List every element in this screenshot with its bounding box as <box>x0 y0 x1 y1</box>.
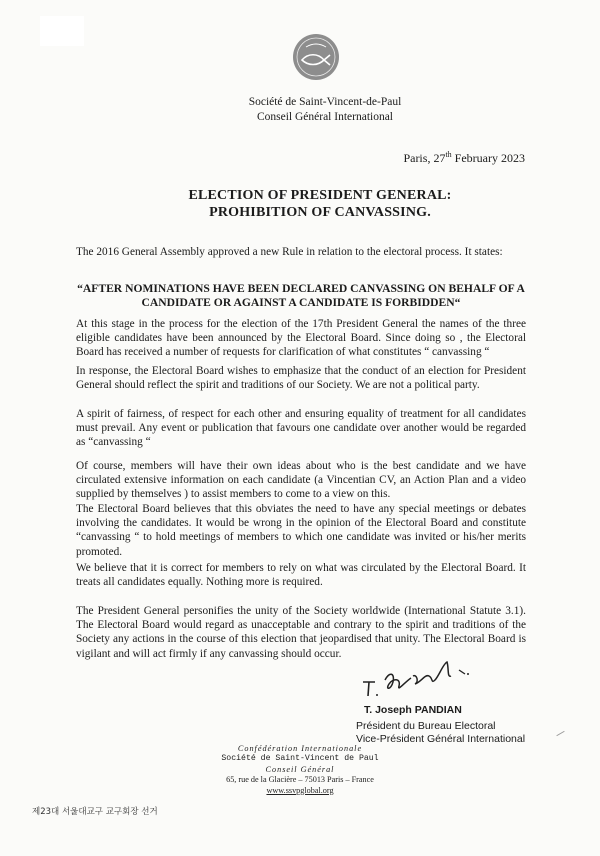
paragraph-2: At this stage in the process for the election of the 17th President General the names of the three eligible candidates have been announced by the Electoral Board. Since doing so , the Electoral Board has received a number of requests for clarification of what constitutes “ canvassing “ <box>76 318 526 359</box>
org-name: Société de Saint-Vincent-de-Paul <box>248 96 402 108</box>
council-name: Conseil Général International <box>256 111 394 123</box>
paragraph-4: A spirit of fairness, of respect for each other and ensuring equality of treatment for all candidates must prevail. Any event or publication that favours one candidate over another would be regarded as “canvassing “ <box>76 408 526 449</box>
redaction-box <box>40 16 84 46</box>
stray-mark <box>556 731 564 736</box>
paragraph-6: The Electoral Board believes that this obviates the need to have any special meetings or debates involving the candidates. It would be wrong in the opinion of the Electoral Board and constitute “canvassing “ to hold meetings of members to which one candidate was invited or his/her merits promoted. <box>76 503 526 558</box>
footer-line-1: Confédération Internationale <box>237 744 363 753</box>
paragraph-7: We believe that it is correct for members to rely on what was circulated by the Electoral Board. It treats all candidates equally. Nothing more is required. <box>76 562 526 589</box>
footer-website-link[interactable]: www.ssvpglobal.org <box>266 785 334 795</box>
footer-line-4: 65, rue de la Glacière – 75013 Paris – France <box>226 775 374 785</box>
rule-quote: “AFTER NOMINATIONS HAVE BEEN DECLARED CANVASSING ON BEHALF OF A CANDIDATE OR AGAINST A CANDIDATE IS FORBIDDEN“ <box>77 282 525 309</box>
title-line-1: ELECTION OF PRESIDENT GENERAL: <box>188 188 452 203</box>
title-line-2: PROHIBITION OF CANVASSING. <box>209 205 431 220</box>
signatory-role-2: Vice-Président Général International <box>356 733 526 745</box>
footer-line-3: Conseil Général <box>265 764 335 774</box>
handwritten-signature <box>355 652 475 698</box>
ssvp-logo-icon <box>292 33 340 81</box>
signatory-role-1: Président du Bureau Electoral <box>356 720 496 732</box>
signatory-name: T. Joseph PANDIAN <box>364 704 462 716</box>
footer-line-2: Société de Saint-Vincent de Paul <box>221 754 379 764</box>
paragraph-3: In response, the Electoral Board wishes to emphasize that the conduct of an election for President General should reflect the spirit and traditions of our Society. We are not a political party. <box>76 365 526 392</box>
letter-date: Paris, 27th February 2023 <box>403 150 525 165</box>
paragraph-5: Of course, members will have their own ideas about who is the best candidate and we have circulated extensive information on each candidate (a Vincentian CV, an Action Plan and a video supplied by themselves ) to assist members to come to a view on this. <box>76 460 526 501</box>
footer-address <box>190 744 410 796</box>
paragraph-8: The President General personifies the unity of the Society worldwide (International Statute 3.1). The Electoral Board would regard as unacceptable and contrary to the spirit and traditions of the Society any actions in the course of this election that jeopardised that unity. The Electoral Board is vigilant and will act firmly if any canvassing should occur. <box>76 605 526 660</box>
letter-title <box>120 187 520 221</box>
korean-annotation: 제23대 서울대교구 교구회장 선거 <box>32 807 158 817</box>
paragraph-intro: The 2016 General Assembly approved a new Rule in relation to the electoral process. It states: <box>76 246 503 258</box>
